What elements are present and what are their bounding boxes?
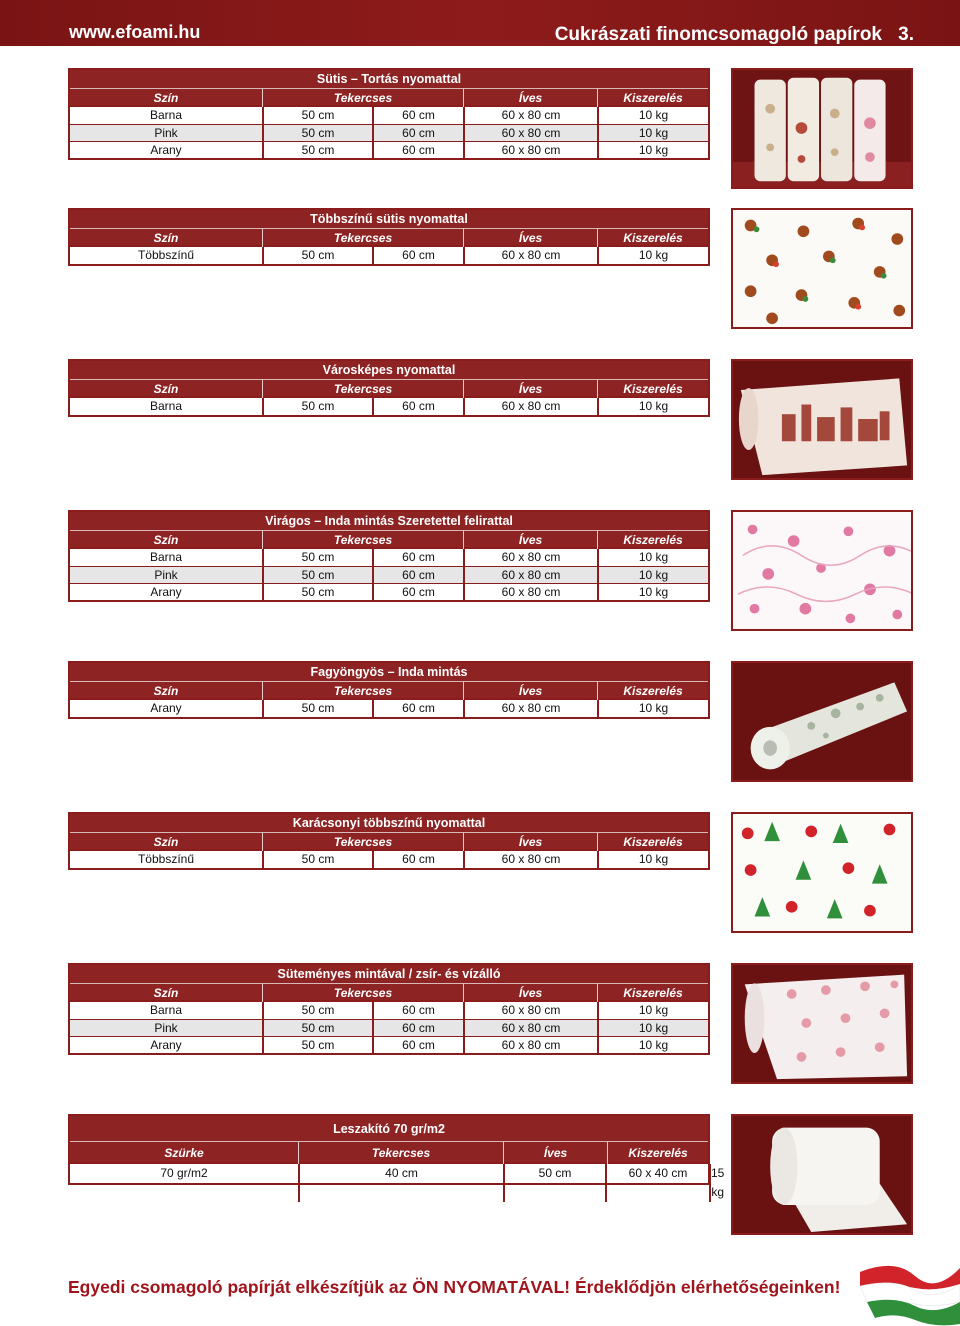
cell-sheet: 60 x 80 cm (463, 584, 597, 601)
column-header-color: Szín (153, 231, 179, 245)
column-header-sheet: Íves (463, 380, 597, 398)
cell-packaging: 10 kg (597, 549, 708, 566)
cell-roll-width: 50 cm (262, 851, 372, 868)
table-row (70, 124, 708, 141)
column-header-packaging: Kiszerelés (597, 682, 708, 700)
product-table-4 (68, 510, 710, 602)
cell-color: Barna (149, 399, 183, 413)
table-row (70, 398, 708, 415)
column-header-roll: Tekercses (262, 229, 463, 247)
cell-roll-width: 50 cm (262, 1020, 372, 1037)
column-header-color: Szín (153, 91, 179, 105)
column-header-roll: Tekercses (298, 1142, 503, 1164)
product-photo-mistletoe-roll (731, 661, 913, 782)
cell-packaging: 10 kg (597, 107, 708, 124)
cell-roll-width: 50 cm (262, 549, 372, 566)
cell-sheet: 60 x 80 cm (463, 549, 597, 566)
cell-color: Barna (149, 550, 183, 564)
cell-sheet: 60 x 80 cm (463, 1020, 597, 1037)
product-photo-pastry-pattern (731, 208, 913, 329)
column-header-roll: Tekercses (262, 682, 463, 700)
product-title: Leszakító 70 gr/m2 (70, 1116, 708, 1142)
cell-packaging: 10 kg (597, 700, 708, 717)
cell-sheet: 60 x 80 cm (463, 142, 597, 159)
column-header-sheet: Íves (463, 833, 597, 851)
column-header-roll: Tekercses (262, 833, 463, 851)
cell-packaging: 10 kg (597, 125, 708, 142)
product-photo-pastry-roll (731, 963, 913, 1084)
cell-roll-width: 50 cm (262, 107, 372, 124)
product-table-5 (68, 661, 710, 719)
cell-roll-width: 40 cm (298, 1164, 503, 1202)
cell-roll-length: 60 cm (372, 549, 463, 566)
product-table-8 (68, 1114, 725, 1199)
cell-color: Arany (150, 1038, 182, 1052)
cell-roll-width: 50 cm (262, 567, 372, 584)
table-row (70, 583, 708, 600)
cell-roll-length: 60 cm (372, 398, 463, 415)
cell-roll-length: 60 cm (372, 700, 463, 717)
cell-roll-width: 50 cm (262, 584, 372, 601)
cell-sheet: 60 x 80 cm (463, 700, 597, 717)
table-row (70, 1164, 725, 1199)
product-photo-cityscape-roll (731, 359, 913, 480)
product-title: Sütis – Tortás nyomattal (70, 70, 708, 89)
column-header-packaging: Kiszerelés (597, 89, 708, 107)
table-header (70, 984, 708, 1002)
hungarian-flag-icon (855, 1258, 960, 1326)
page-number: 3. (898, 24, 914, 45)
column-header-sheet: Íves (463, 682, 597, 700)
cell-packaging: 10 kg (597, 1002, 708, 1019)
cell-weight: 70 gr/m2 (160, 1166, 208, 1180)
product-photo-floral-pattern (731, 510, 913, 631)
cell-roll-width: 50 cm (262, 700, 372, 717)
table-row (70, 1002, 708, 1019)
cell-roll-length: 60 cm (372, 142, 463, 159)
cell-roll-length: 50 cm (503, 1164, 605, 1202)
table-row (70, 851, 708, 868)
column-header-packaging: Kiszerelés (597, 984, 708, 1002)
cell-roll-width: 50 cm (262, 125, 372, 142)
product-title: Süteményes mintával / zsír- és vízálló (70, 965, 708, 984)
cell-color: Arany (150, 585, 182, 599)
page-title: Cukrászati finomcsomagoló papírok (554, 24, 882, 45)
column-header-color: Szín (153, 684, 179, 698)
product-title: Városképes nyomattal (70, 361, 708, 380)
product-table-7 (68, 963, 710, 1055)
cell-color: Többszínű (137, 248, 195, 262)
cell-packaging: 10 kg (597, 584, 708, 601)
cell-packaging: 10 kg (597, 851, 708, 868)
table-header (70, 833, 708, 851)
cell-roll-length: 60 cm (372, 107, 463, 124)
cell-sheet: 60 x 80 cm (463, 1002, 597, 1019)
column-header-sheet: Íves (463, 984, 597, 1002)
column-header-color: Szín (153, 533, 179, 547)
product-table-3 (68, 359, 710, 417)
cell-packaging: 10 kg (597, 142, 708, 159)
column-header-color: Szín (153, 835, 179, 849)
cell-sheet: 60 x 80 cm (463, 398, 597, 415)
cell-color: Többszínű (137, 852, 195, 866)
cell-roll-length: 60 cm (372, 851, 463, 868)
table-header (70, 89, 708, 107)
cell-sheet: 60 x 80 cm (463, 567, 597, 584)
cell-color: Barna (149, 1003, 183, 1017)
product-title: Fagyöngyös – Inda mintás (70, 663, 708, 682)
column-header-color: Szín (153, 986, 179, 1000)
table-row (70, 1036, 708, 1053)
table-header (70, 1142, 708, 1164)
cell-packaging: 10 kg (597, 567, 708, 584)
cell-roll-width: 50 cm (262, 1002, 372, 1019)
table-header (70, 380, 708, 398)
column-header-roll: Tekercses (262, 531, 463, 549)
table-row (70, 141, 708, 158)
column-header-roll: Tekercses (262, 380, 463, 398)
table-row (70, 549, 708, 566)
cell-roll-length: 60 cm (372, 247, 463, 264)
cell-sheet: 60 x 80 cm (463, 247, 597, 264)
cell-roll-length: 60 cm (372, 1002, 463, 1019)
cell-roll-width: 50 cm (262, 398, 372, 415)
cell-roll-length: 60 cm (372, 125, 463, 142)
cell-color: Pink (154, 1021, 178, 1035)
cell-roll-length: 60 cm (372, 567, 463, 584)
column-header-sheet: Íves (463, 531, 597, 549)
column-header-packaging: Kiszerelés (597, 531, 708, 549)
cell-packaging: 10 kg (597, 247, 708, 264)
column-header-sheet: Íves (463, 229, 597, 247)
product-table-2 (68, 208, 710, 266)
product-title: Karácsonyi többszínű nyomattal (70, 814, 708, 833)
column-header-roll: Tekercses (262, 984, 463, 1002)
product-table-6 (68, 812, 710, 870)
product-table-1 (68, 68, 710, 160)
site-url[interactable]: www.efoami.hu (69, 22, 201, 42)
footer-banner: Egyedi csomagoló papírját elkészítjük az ÖN NYOMATÁVAL! Érdeklődjön elérhetőségeinken! (68, 1277, 841, 1297)
column-header-color: Szín (153, 382, 179, 396)
cell-packaging: 10 kg (597, 398, 708, 415)
cell-packaging: 10 kg (597, 1037, 708, 1054)
cell-roll-width: 50 cm (262, 1037, 372, 1054)
cell-roll-length: 60 cm (372, 1037, 463, 1054)
cell-roll-width: 50 cm (262, 142, 372, 159)
cell-sheet: 60 x 80 cm (463, 107, 597, 124)
cell-color: Barna (149, 108, 183, 122)
column-header-packaging: Kiszerelés (597, 833, 708, 851)
cell-color: Arany (150, 143, 182, 157)
page-header (0, 0, 960, 46)
column-header-packaging: Kiszerelés (597, 229, 708, 247)
cell-color: Arany (150, 701, 182, 715)
table-row (70, 566, 708, 583)
cell-packaging: 15 kg (709, 1164, 724, 1202)
cell-sheet: 60 x 80 cm (463, 1037, 597, 1054)
cell-sheet: 60 x 80 cm (463, 851, 597, 868)
table-row (70, 700, 708, 717)
product-photo-christmas-pattern (731, 812, 913, 933)
product-title: Virágos – Inda mintás Szeretettel felirattal (70, 512, 708, 531)
table-row (70, 247, 708, 264)
cell-color: Pink (154, 568, 178, 582)
table-header (70, 531, 708, 549)
column-header-sheet: Íves (463, 89, 597, 107)
product-title: Többszínű sütis nyomattal (70, 210, 708, 229)
column-header-gray: Szürke (164, 1146, 204, 1160)
cell-roll-width: 50 cm (262, 247, 372, 264)
cell-roll-length: 60 cm (372, 1020, 463, 1037)
column-header-packaging: Kiszerelés (597, 380, 708, 398)
cell-packaging: 10 kg (597, 1020, 708, 1037)
column-header-roll: Tekercses (262, 89, 463, 107)
cell-sheet: 60 x 80 cm (463, 125, 597, 142)
product-photo-tearoff-roll (731, 1114, 913, 1235)
table-header (70, 229, 708, 247)
cell-sheet: 60 x 40 cm (605, 1164, 709, 1202)
cell-roll-length: 60 cm (372, 584, 463, 601)
column-header-packaging: Kiszerelés (607, 1142, 708, 1164)
product-photo-paper-rolls (731, 68, 913, 189)
table-row (70, 107, 708, 124)
cell-color: Pink (154, 126, 178, 140)
table-header (70, 682, 708, 700)
column-header-sheet: Íves (503, 1142, 607, 1164)
table-row (70, 1019, 708, 1036)
